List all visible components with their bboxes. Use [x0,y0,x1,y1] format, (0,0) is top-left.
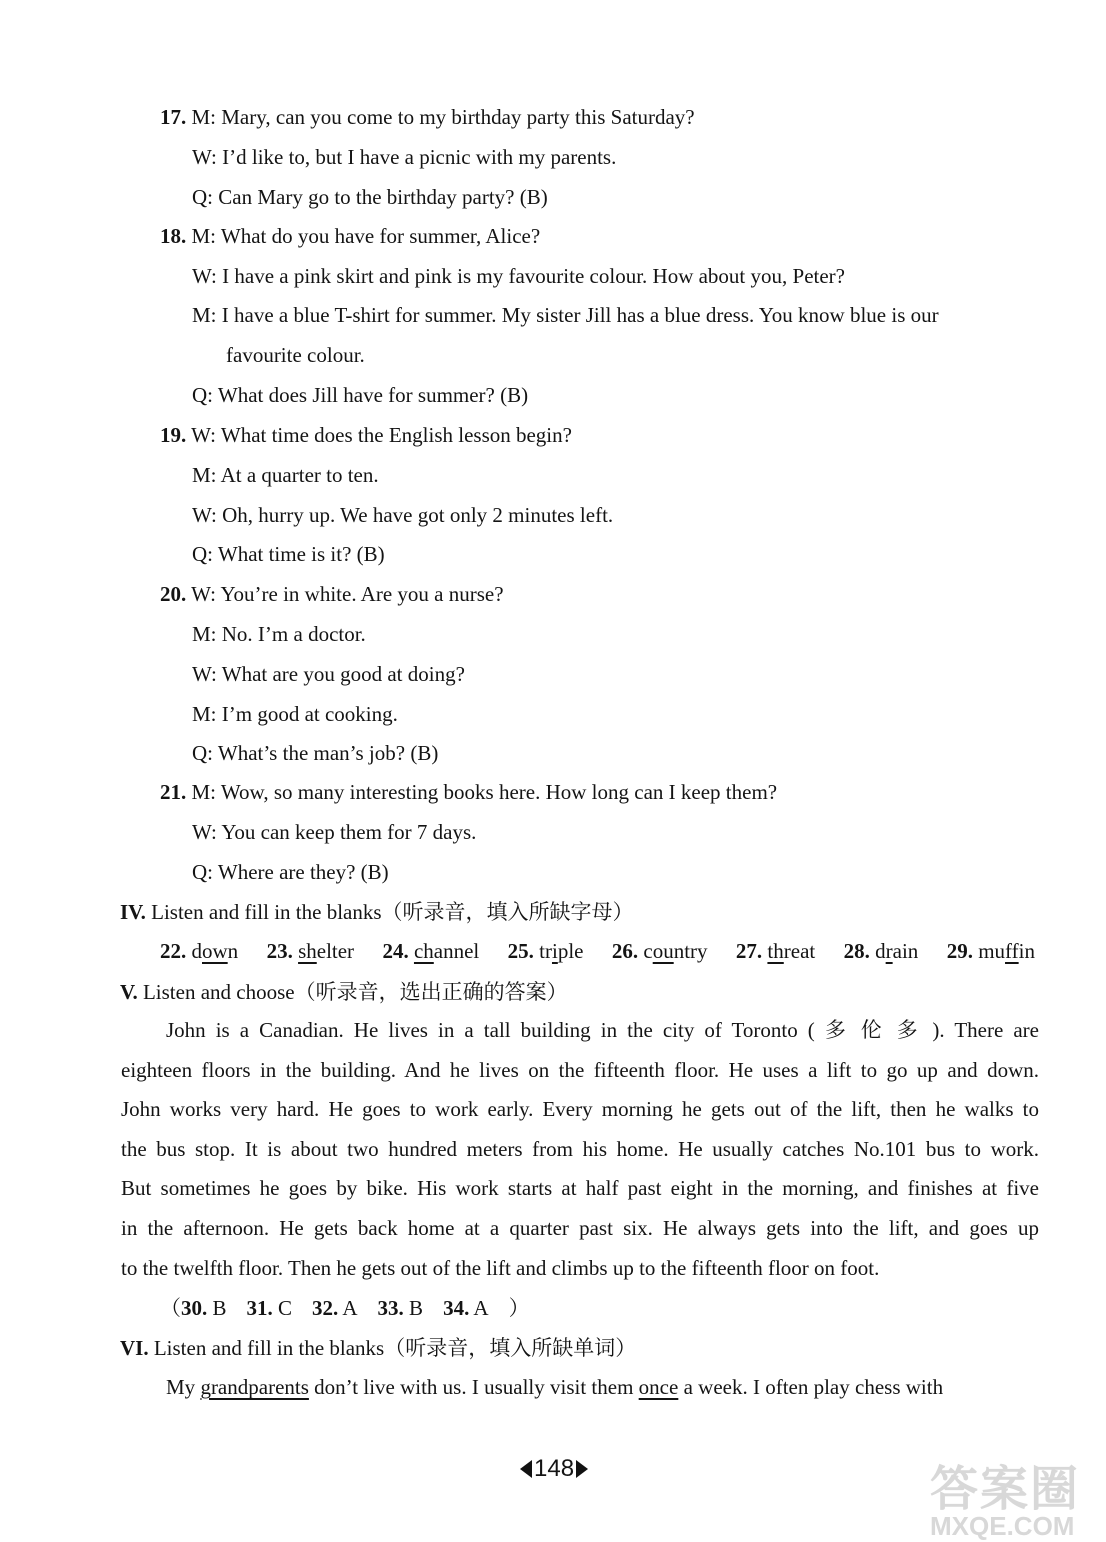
q18-m1-line [160,222,540,250]
bracket-open: （ [160,1296,181,1320]
text-segment: a week. I often play chess with [678,1375,944,1399]
q19-number: 19. [160,423,187,447]
q19-m: M: At a quarter to ten. [192,463,379,487]
filled-letters: ow [202,939,228,963]
filled-letters: i [551,939,558,963]
passage-line: in the afternoon. He gets back home at a quarter past six. He always gets into the lift, and goes up [121,1216,1039,1240]
answer-number: 31. [246,1296,273,1320]
answer-value: B [409,1296,424,1320]
answer-number: 22. [160,939,187,963]
choice-answer [312,1296,368,1320]
passage-line: John works very hard. He goes to work early. Every morning he gets out of the lift, then he walks to [121,1097,1039,1121]
q18-w: W: I have a pink skirt and pink is my favourite colour. How about you, Peter? [192,264,845,288]
filled-letters: th [767,939,784,963]
word-part: in [1018,939,1035,963]
fill-letter-answer [160,937,238,965]
fill-letter-answer [612,937,708,965]
answer-number: 28. [843,939,870,963]
answer-value: B [212,1296,227,1320]
word-part: mu [978,939,1006,963]
passage-line: But sometimes he goes by bike. His work starts at half past eight in the morning, and finishes at five [121,1176,1039,1200]
word-part: ple [557,939,584,963]
q17-number: 17. [160,105,187,129]
answer-number: 33. [377,1296,404,1320]
section-vi-number: VI. [120,1336,149,1360]
fill-letter-answer [508,937,584,965]
left-arrow-icon [520,1460,532,1478]
q17-q: Q: Can Mary go to the birthday party? (B) [192,185,548,209]
fill-letter-answer [844,937,919,965]
answer-value: A [342,1296,358,1320]
fill-letter-answer [736,937,815,965]
word-part: d [875,939,886,963]
word-part: d [191,939,202,963]
q18-q: Q: What does Jill have for summer? (B) [192,383,529,407]
section-iv-answers [160,937,1035,965]
filled-letters: ou [652,939,674,963]
q21-m-line [160,778,777,806]
passage-line: John is a Canadian. He lives in a tall building in the city of Toronto ( 多 伦 多 ). There are [166,1018,1039,1042]
filled-letters: r [885,939,893,963]
choice-answer [247,1296,303,1320]
answer-number: 24. [382,939,409,963]
word-part: elter [316,939,355,963]
answer-grandparents: grandparents [200,1375,309,1399]
q20-w1: W: You’re in white. Are you a nurse? [191,582,504,606]
answer-number: 27. [735,939,763,963]
word-part: c [643,939,653,963]
q17-w: W: I’d like to, but I have a picnic with my parents. [192,145,617,169]
fill-letter-answer [382,937,479,965]
q18-m1: M: What do you have for summer, Alice? [191,224,541,248]
answer-number: 23. [266,939,293,963]
text-segment: don’t live with us. I usually visit them [308,1375,639,1399]
q21-q: Q: Where are they? (B) [192,860,389,884]
passage-line: the bus stop. It is about two hundred meters from his home. He usually catches No.101 bus to work. [121,1137,1039,1161]
filled-letters: ff [1005,939,1019,963]
passage-line: eighteen floors in the building. And he lives on the fifteenth floor. He uses a lift to go up and down. [121,1058,1039,1082]
q21-w: W: You can keep them for 7 days. [192,820,477,844]
q19-q: Q: What time is it? (B) [192,542,385,566]
q21-number: 21. [160,780,187,804]
page-number-text: 148 [534,1455,575,1482]
word-part: tr [539,939,552,963]
section-vi-title: Listen and fill in the blanks（听录音，填入所缺单词） [153,1336,637,1360]
bracket-close: ） [508,1296,530,1320]
word-part: annel [433,939,480,963]
answer-value: C [278,1296,293,1320]
choice-answer [181,1296,237,1320]
word-part: reat [783,939,816,963]
section-v-heading [120,978,568,1006]
choice-answer [443,1296,499,1320]
choice-answer [378,1296,434,1320]
section-vi-heading [120,1334,636,1362]
fill-letter-answer [267,937,355,965]
answer-number: 25. [507,939,534,963]
q19-w1: W: What time does the English lesson begin? [191,423,572,447]
q19-w2: W: Oh, hurry up. We have got only 2 minutes left. [192,503,614,527]
section-iv-title: Listen and fill in the blanks（听录音，填入所缺字母） [151,900,634,924]
answer-number: 34. [443,1296,470,1320]
q18-m2: M: I have a blue T-shirt for summer. My sister Jill has a blue dress. You know blue is our [192,303,939,327]
q19-w1-line [160,421,572,449]
watermark-bottom: MXQE.COM [930,1511,1075,1541]
q20-number: 20. [160,582,187,606]
q17-m-line [160,103,695,131]
fill-letter-answer [947,937,1035,965]
q20-m2: M: I’m good at cooking. [192,702,398,726]
q20-q: Q: What’s the man’s job? (B) [192,741,439,765]
text-segment: My [166,1375,201,1399]
answer-number: 26. [611,939,639,963]
right-arrow-icon [576,1460,588,1478]
filled-letters: sh [298,939,317,963]
answer-number: 30. [181,1296,208,1320]
q17-m: M: Mary, can you come to my birthday party this Saturday? [191,105,695,129]
page-number [520,1455,588,1483]
q20-w2: W: What are you good at doing? [192,662,465,686]
filled-letters: ch [413,939,434,963]
section-v-title: Listen and choose（听录音，选出正确的答案） [142,980,568,1004]
section-v-number: V. [120,980,138,1004]
section-iv-number: IV. [120,900,146,924]
q18-number: 18. [160,224,187,248]
answer-number: 29. [946,939,973,963]
q18-m2-continued: favourite colour. [226,343,365,367]
watermark-logo [930,1450,1080,1542]
section-vi-line [166,1373,1039,1401]
word-part: ain [892,939,919,963]
answer-number: 32. [312,1296,339,1320]
word-part: ntry [673,939,708,963]
q20-w1-line [160,580,504,608]
answer-once: once [638,1375,679,1399]
passage-line: to the twelfth floor. Then he gets out of the lift and climbs up to the fifteenth floor on foot. [121,1256,880,1280]
q21-m: M: Wow, so many interesting books here. How long can I keep them? [191,780,778,804]
watermark-top: 答案圈 [930,1463,1081,1516]
section-v-answers [160,1294,540,1322]
section-iv-heading [120,898,634,926]
answer-value: A [473,1296,489,1320]
q20-m1: M: No. I’m a doctor. [192,622,366,646]
word-part: n [227,939,239,963]
